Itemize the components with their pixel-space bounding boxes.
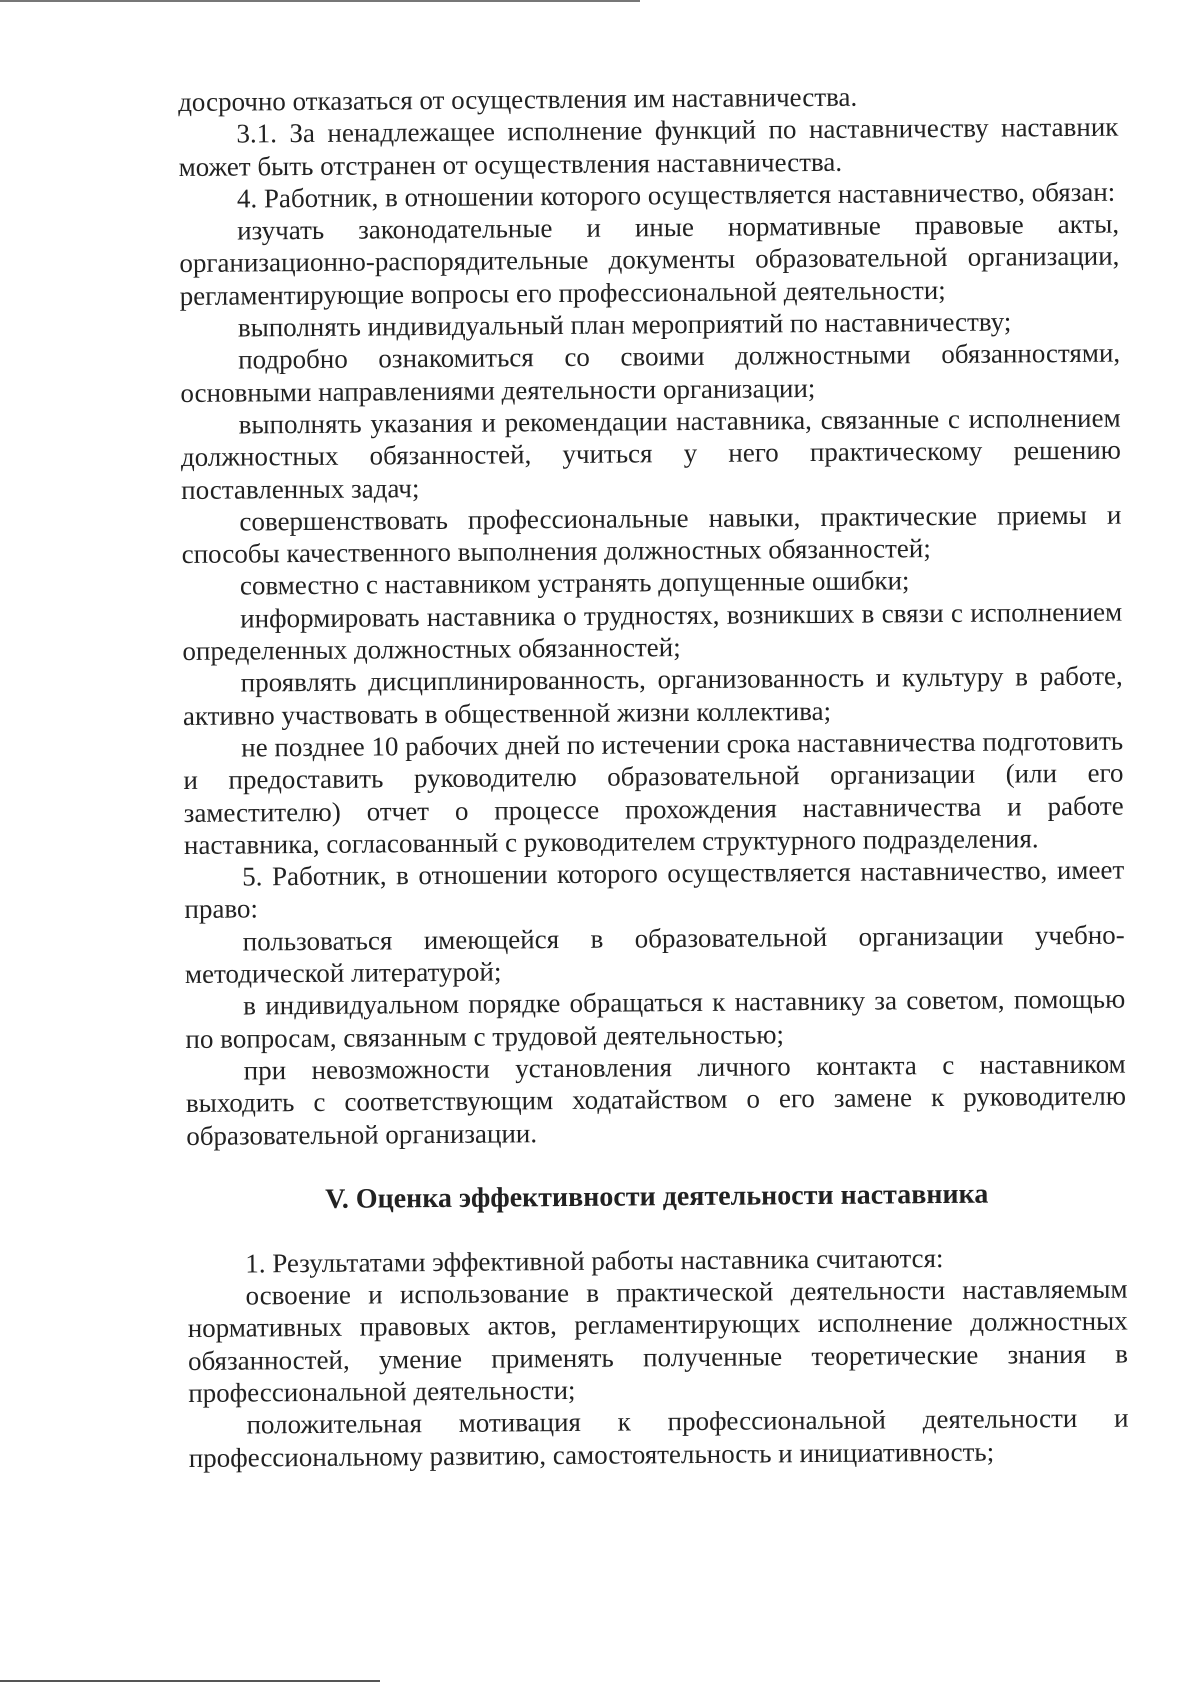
paragraph-list-top [178, 79, 1126, 1152]
paragraph-list-bottom [187, 1240, 1129, 1473]
paragraph: пользоваться имеющейся в образовательной организации учебно-методической литературой; [184, 919, 1125, 989]
paragraph: выполнять указания и рекомендации наставника, связанные с исполнением должностных обязанностей, учиться у него практическому решению поставленных задач; [180, 402, 1122, 505]
paragraph: положительная мотивация к профессиональной деятельности и профессиональному развитию, самостоятельность и инициативность; [188, 1402, 1129, 1473]
paragraph: при невозможности установления личного контакта с наставником выходить с соответствующим ходатайством о его замене к руководителю образовательной организации. [185, 1048, 1127, 1151]
document-body [178, 79, 1129, 1474]
paragraph: 4. Работник, в отношении которого осуществляется наставничество, обязан: [236, 176, 1116, 214]
scan-edge-bottom [0, 1680, 380, 1682]
paragraph: в индивидуальном порядке обращаться к наставнику за советом, помощью по вопросам, связанным с трудовой деятельностью; [185, 983, 1126, 1054]
paragraph: изучать законодательные и иные нормативные правовые акты, организационно-распорядительные документы образовательной организации, регламентирующие вопросы его профессиональной деятельности; [179, 208, 1120, 311]
paragraph: 3.1. За ненадлежащее исполнение функций по наставничеству наставник может быть отстранен от осуществления наставничества. [178, 111, 1119, 182]
paragraph: 5. Работник, в отношении которого осуществляется наставничество, имеет право: [184, 854, 1125, 925]
paragraph: подробно ознакомиться со своими должностными обязанностями, основными направлениями деятельности организации; [180, 337, 1121, 408]
paragraph: выполнять индивидуальный план мероприятий по наставничеству; [237, 306, 1012, 343]
paragraph: информировать наставника о трудностях, возникших в связи с исполнением определенных должностных обязанностей; [182, 596, 1123, 667]
section-heading: V. Оценка эффективности деятельности наставника [325, 1178, 989, 1215]
paragraph: 1. Результатами эффективной работы наставника считаются: [245, 1242, 944, 1279]
paragraph: досрочно отказаться от осуществления им наставничества. [178, 81, 858, 117]
paragraph: освоение и использование в практической деятельности наставляемым нормативных правовых актов, регламентирующих исполнение должностных обязанностей, умение применять полученные теоретические знания в профессиональной деятельности; [187, 1273, 1129, 1408]
paragraph: проявлять дисциплинированность, организованность и культуру в работе, активно участвовать в общественной жизни коллектива; [182, 660, 1123, 731]
paragraph: совместно с наставником устранять допущенные ошибки; [239, 565, 910, 601]
paragraph: не позднее 10 рабочих дней по истечении срока наставничества подготовить и предоставить руководителю образовательной организации (или его заместителю) отчет о процессе прохождения наставничества и работе наставника, согласованный с руководителем структурного подразделения. [183, 725, 1124, 860]
paragraph: совершенствовать профессиональные навыки, практические приемы и способы качественного выполнения должностных обязанностей; [181, 499, 1122, 570]
scan-edge-top [0, 0, 640, 2]
